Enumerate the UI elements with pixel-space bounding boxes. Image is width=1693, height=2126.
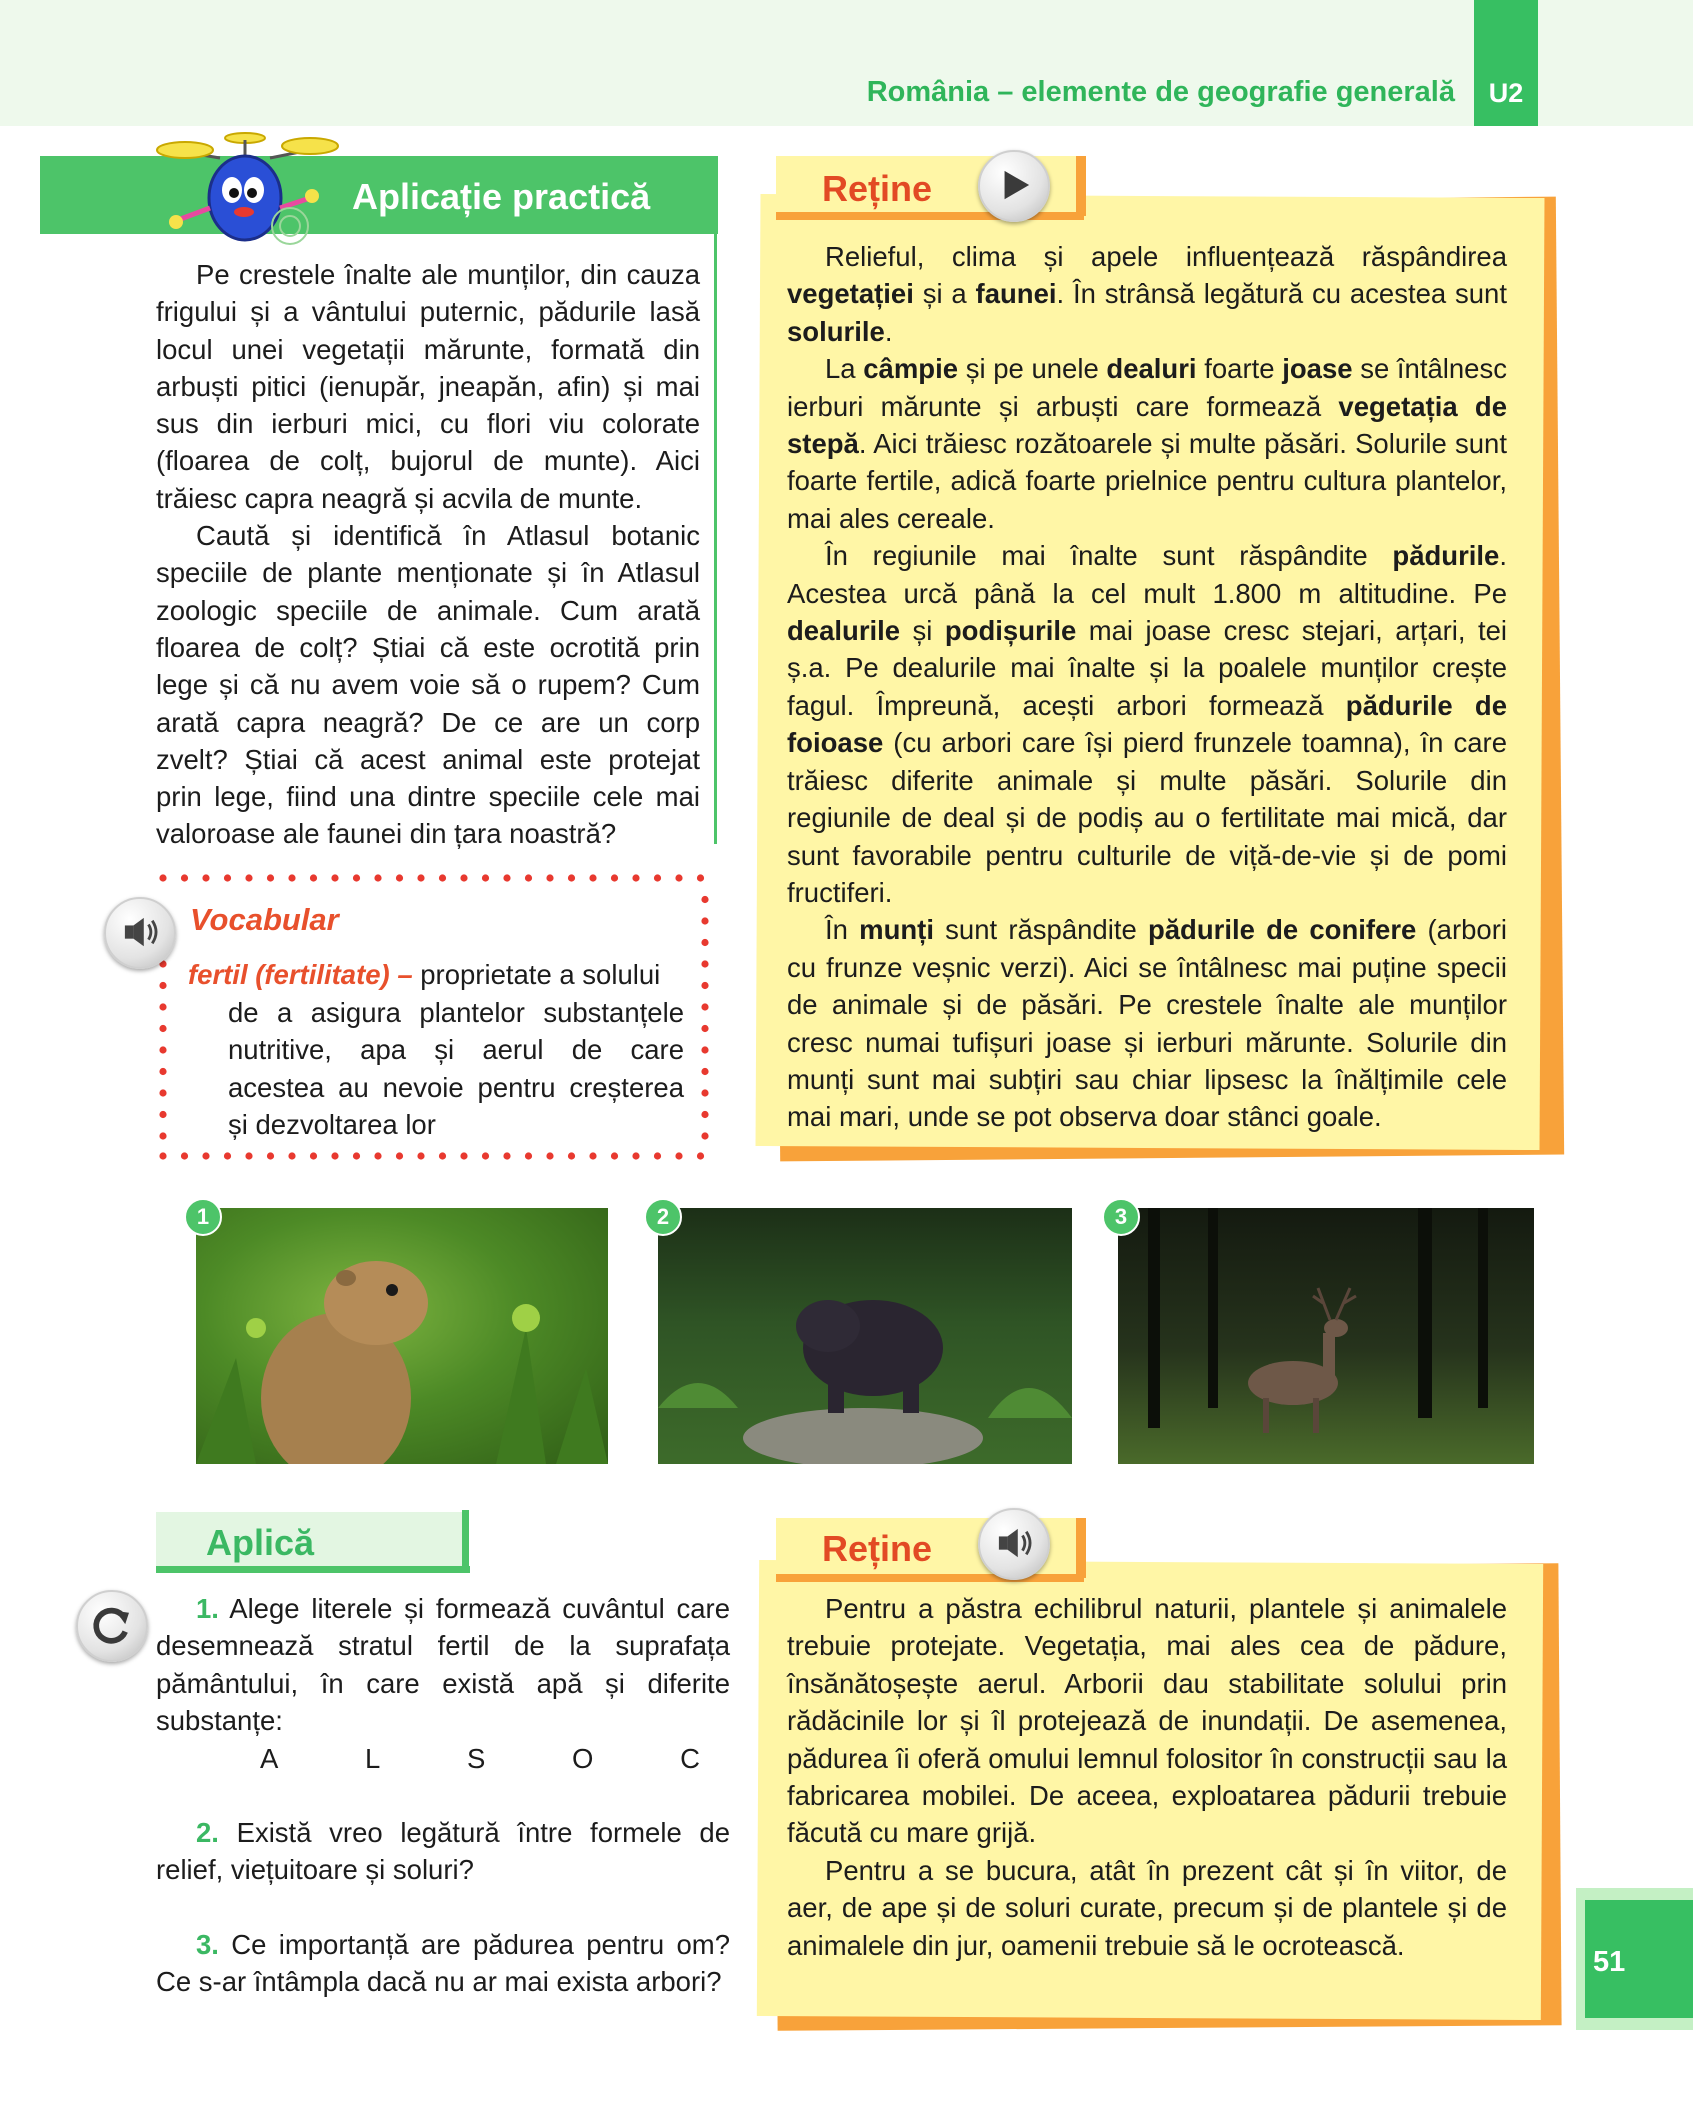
border-dot	[701, 982, 708, 989]
border-dot	[267, 874, 274, 881]
border-dot	[310, 874, 317, 881]
border-dot	[331, 1152, 338, 1159]
apply-questions	[156, 1590, 730, 2001]
practice-paragraph: Caută și identifică în Atlasul botanic speciile de plante menționate și în Atlasul zoologic speciile de animale. Cum arată floarea de colț? Știai că este ocrotită prin lege și că nu avem voie să o rupem? Cum arată capra neagră? De ce are un corp zvelt? Știai că acest animal este protejat prin lege, fiind una dintre speciile cele mai valoroase ale faunei din țara noastră?	[156, 520, 700, 850]
key-term: pădurile de conifere	[1147, 914, 1417, 946]
border-dot	[181, 1152, 188, 1159]
vocabulary-audio-button[interactable]	[104, 897, 176, 969]
border-dot	[159, 1046, 166, 1053]
text-run: (cu arbori care își pierd frunzele toamna), în care trăiesc diferite animale și multe păsări. Solurile din regiunile de deal și de podiș au o fertilitate mai mică, dar sunt favorabile pentru culturile de viță-de-vie și de pomi fructiferi.	[787, 727, 1507, 908]
ground-squirrel-image	[196, 1208, 608, 1464]
letter-option[interactable]: O	[572, 1742, 594, 1774]
key-term: pădurile	[1392, 540, 1500, 572]
practice-paragraph: Pe crestele înalte ale munților, din cauza frigului și a vântului puternic, pădurile lasă locul unei vegetații mărunte, formată din arbuști pitici (ienupăr, jneapăn, afin) și mai sus din ierburi mici, cu flori viu colorate (floarea de colț, bujorul de munte). Aici trăiesc capra neagră și acvila de munte.	[156, 259, 700, 514]
border-dot	[632, 1152, 639, 1159]
border-dot	[525, 1152, 532, 1159]
text-run: În regiunile mai înalte sunt răspândite	[825, 540, 1393, 572]
text-run: și	[900, 615, 945, 647]
retine-paragraph	[787, 911, 1507, 1135]
question-number: 3.	[196, 1928, 219, 1960]
border-dot	[697, 1152, 704, 1159]
border-dot	[675, 1152, 682, 1159]
practice-title: Aplicație practică	[352, 176, 651, 217]
vocabulary-definition-start: proprietate a solului	[420, 959, 661, 990]
border-dot	[374, 874, 381, 881]
border-dot	[697, 874, 704, 881]
border-dot	[439, 874, 446, 881]
retine2-tab-edge	[1076, 1518, 1086, 1578]
border-dot	[159, 982, 166, 989]
border-dot	[224, 1152, 231, 1159]
border-dot	[310, 1152, 317, 1159]
red-deer-image	[1118, 1208, 1534, 1464]
border-dot	[245, 1152, 252, 1159]
question-1	[156, 1590, 730, 1740]
border-dot	[331, 874, 338, 881]
photo-number-badge: 2	[644, 1198, 682, 1236]
vocabulary-definition-rest: de a asigura plantelor substanțele nutritive, apa și aerul de care acestea au nevoie pentru creșterea și dezvoltarea lor	[228, 996, 684, 1140]
letter-option[interactable]: C	[680, 1742, 700, 1774]
photo-number-badge: 3	[1102, 1198, 1140, 1236]
text-run: La	[825, 353, 864, 385]
refresh-icon	[78, 1592, 146, 1660]
key-term: joase	[1282, 353, 1353, 385]
page-number-tab	[1585, 1900, 1693, 2018]
border-dot	[396, 874, 403, 881]
retine2-text	[787, 1590, 1507, 1964]
practice-border	[714, 234, 717, 844]
brown-bear-image	[658, 1208, 1072, 1464]
unit-label: U2	[1488, 78, 1524, 108]
retry-button[interactable]	[76, 1590, 148, 1662]
retine2-audio-button[interactable]	[978, 1508, 1050, 1580]
letter-option[interactable]: L	[365, 1742, 381, 1774]
question-2	[156, 1814, 730, 1889]
border-dot	[654, 874, 661, 881]
question-text: Ce importanță are pădurea pentru om? Ce s-ar întâmpla dacă nu ar mai exista arbori?	[156, 1928, 730, 1998]
border-dot	[159, 1152, 166, 1159]
retine-text	[787, 238, 1507, 1136]
border-dot	[159, 1068, 166, 1075]
page-number: 51	[1593, 1946, 1626, 1978]
vocabulary-title: Vocabular	[190, 902, 339, 937]
letter-option[interactable]: S	[467, 1742, 486, 1774]
text-run: .	[884, 315, 893, 347]
retine-paragraph	[787, 537, 1507, 911]
border-dot	[353, 874, 360, 881]
key-term: faunei	[975, 278, 1057, 310]
key-term: pădurile de foioase	[787, 689, 1508, 759]
photo-brown-bear	[658, 1208, 1072, 1464]
border-dot	[159, 874, 166, 881]
border-dot	[202, 874, 209, 881]
border-dot	[632, 874, 639, 881]
play-icon	[980, 152, 1048, 220]
border-dot	[546, 874, 553, 881]
text-run: În	[825, 914, 860, 946]
photo-red-deer	[1118, 1208, 1534, 1464]
text-run: se întâlnesc ierburi mărunte și arbuști care formează	[787, 353, 1507, 422]
key-term: dealuri	[1106, 353, 1197, 385]
border-dot	[288, 874, 295, 881]
border-dot	[701, 939, 708, 946]
border-dot	[589, 874, 596, 881]
border-dot	[288, 1152, 295, 1159]
retine2-paragraph: Pentru a păstra echilibrul naturii, plantele și animalele trebuie protejate. Vegetația, mai ales cea de pădure, însănătoșește aerul. Arborii dau stabilitate solului prin rădăcinile lor și îl protejează de inundații. De asemenea, pădurea îi oferă omului lemnul folositor în construcții sau la fabricarea mobilei. De aceea, exploatarea pădurii trebuie făcută cu mare grijă.	[787, 1593, 1507, 1849]
retine2-paragraph: Pentru a se bucura, atât în prezent cât și în viitor, de aer, de ape și de soluri curate, precum și de plantele și de animalele din jur, oamenii trebuie să le ocrotească.	[787, 1854, 1507, 1961]
key-term: dealurile	[787, 615, 901, 647]
border-dot	[611, 1152, 618, 1159]
border-dot	[611, 874, 618, 881]
border-dot	[482, 1152, 489, 1159]
text-run: și a	[913, 278, 976, 310]
border-dot	[654, 1152, 661, 1159]
border-dot	[245, 874, 252, 881]
apply-banner-edge	[462, 1510, 469, 1572]
retine-play-button[interactable]	[978, 150, 1050, 222]
border-dot	[701, 917, 708, 924]
border-dot	[701, 960, 708, 967]
border-dot	[224, 874, 231, 881]
border-dot	[701, 1025, 708, 1032]
text-run: . Aici trăiesc rozătoarele și multe păsări. Solurile sunt foarte fertile, adică foarte prielnice pentru cultura plantelor, mai ales cereale.	[787, 428, 1507, 534]
question-number: 1.	[196, 1593, 219, 1624]
border-dot	[460, 1152, 467, 1159]
key-term: câmpie	[863, 353, 959, 385]
key-term: vegetației	[787, 278, 914, 310]
border-dot	[525, 874, 532, 881]
border-dot	[701, 1132, 708, 1139]
border-dot	[701, 1068, 708, 1075]
border-dot	[353, 1152, 360, 1159]
border-dot	[267, 1152, 274, 1159]
retine-paragraph	[787, 238, 1507, 350]
question-number: 2.	[196, 1817, 219, 1849]
border-dot	[159, 1025, 166, 1032]
question-text: Există vreo legătură între formele de relief, viețuitoare și soluri?	[156, 1817, 731, 1886]
text-run: (arbori cu frunze veșnic verzi). Aici se întâlnesc mai puține specii de animale și de păsări. Pe crestele înalte ale munților cresc numai tufișuri joase și ierburi mărunte. Solurile din munți sunt mai subțiri sau chiar lipsesc la înălțimile cele mai mari, unde se pot observa doar stânci goale.	[787, 914, 1507, 1133]
robot-mascot-icon	[150, 128, 340, 258]
border-dot	[589, 1152, 596, 1159]
question-text: Alege literele și formează cuvântul care desemnează stratul fertil de la suprafața pământului, în care există apă și diferite substanțe:	[156, 1593, 731, 1737]
border-dot	[374, 1152, 381, 1159]
border-dot	[181, 874, 188, 881]
text-run: foarte	[1196, 353, 1283, 385]
border-dot	[460, 874, 467, 881]
border-dot	[417, 874, 424, 881]
border-dot	[482, 874, 489, 881]
letter-options	[260, 1740, 700, 1777]
vocabulary-definition	[188, 956, 684, 1144]
border-dot	[159, 1003, 166, 1010]
border-dot	[701, 1111, 708, 1118]
speaker-icon	[106, 899, 174, 967]
border-dot	[675, 874, 682, 881]
text-run: . În strânsă legătură cu acestea sunt	[1056, 278, 1507, 310]
border-dot	[417, 1152, 424, 1159]
retine-title: Reține	[822, 168, 933, 209]
retine-paragraph	[787, 350, 1507, 537]
border-dot	[568, 874, 575, 881]
border-dot	[159, 1132, 166, 1139]
border-dot	[701, 1089, 708, 1096]
border-dot	[546, 1152, 553, 1159]
photo-ground-squirrel	[196, 1208, 608, 1464]
border-dot	[159, 1089, 166, 1096]
key-term: vegetația de stepă	[787, 390, 1508, 460]
border-dot	[701, 1003, 708, 1010]
key-term: podișurile	[944, 615, 1077, 647]
border-dot	[503, 874, 510, 881]
text-run: . Acestea urcă până la cel mult 1.800 m altitudine. Pe	[787, 540, 1507, 609]
letter-option[interactable]: A	[260, 1742, 279, 1774]
border-dot	[568, 1152, 575, 1159]
text-run: Relieful, clima și apele influențează răspândirea	[825, 241, 1507, 272]
vocabulary-term: fertil (fertilitate) –	[188, 959, 413, 990]
question-3	[156, 1926, 730, 2001]
border-dot	[503, 1152, 510, 1159]
border-dot	[439, 1152, 446, 1159]
key-term: solurile	[787, 315, 885, 347]
text-run: și pe unele	[958, 353, 1107, 385]
key-term: munți	[859, 914, 934, 946]
photo-number-badge: 1	[184, 1198, 222, 1236]
text-run: mai joase cresc stejari, arțari, tei ș.a. Pe dealurile mai înalte și la poalele munților crește fagul. Împreună, acești arbori formează	[787, 615, 1508, 721]
border-dot	[396, 1152, 403, 1159]
text-run: sunt răspândite	[933, 914, 1148, 946]
apply-banner-underline	[156, 1566, 470, 1573]
border-dot	[701, 896, 708, 903]
practice-text	[156, 256, 700, 853]
border-dot	[159, 1111, 166, 1118]
border-dot	[202, 1152, 209, 1159]
border-dot	[701, 1046, 708, 1053]
retine2-title: Reține	[822, 1528, 933, 1569]
unit-tab	[1474, 0, 1538, 126]
speaker-icon	[980, 1510, 1048, 1578]
chapter-title: România – elemente de geografie generală	[866, 76, 1455, 108]
retine-tab-edge	[1076, 156, 1086, 216]
apply-title: Aplică	[206, 1522, 315, 1563]
